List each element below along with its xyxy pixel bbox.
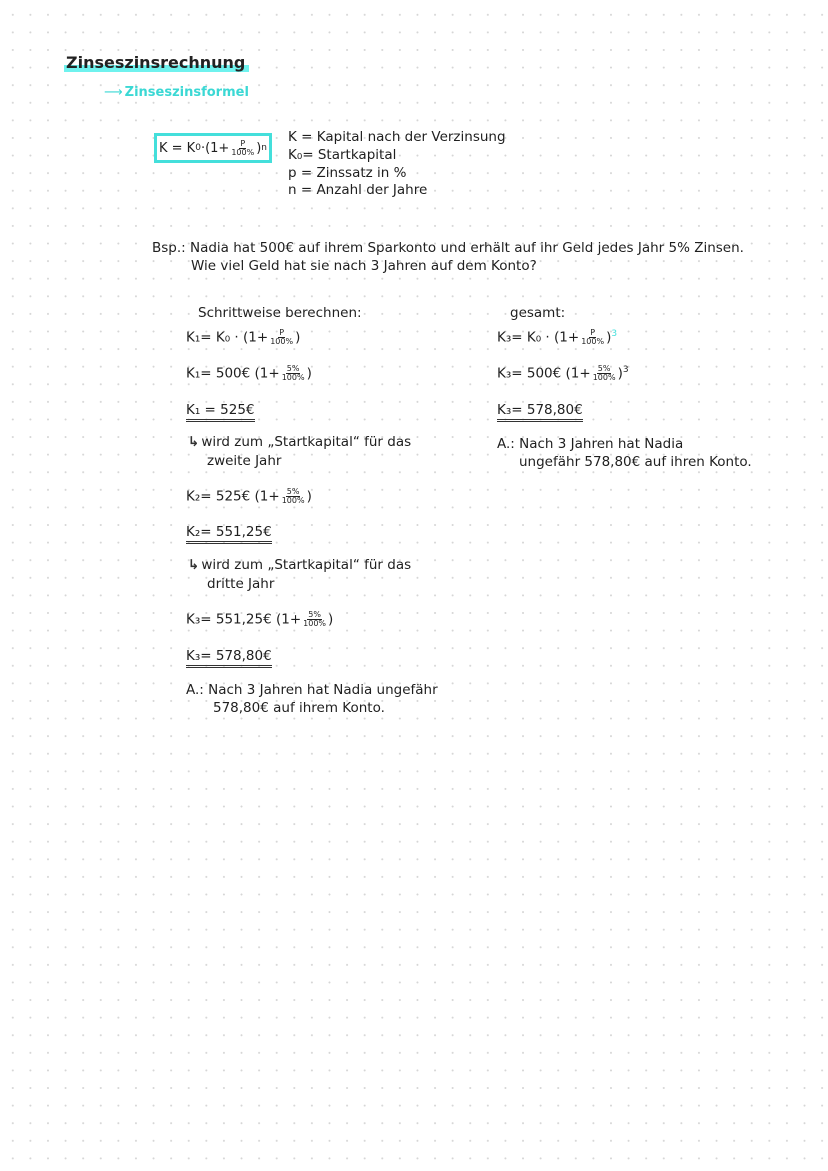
note-2 <box>188 557 411 573</box>
result-k1: K₁ = 525€ <box>186 402 255 422</box>
formula-step-4 <box>186 611 333 628</box>
formula-pre: K₃= K₀ · (1+ <box>497 329 580 346</box>
formula-fraction <box>302 611 327 628</box>
answer-left-1: A.: Nach 3 Jahren hat Nadia ungefähr <box>186 682 438 698</box>
note-1-cont: zweite Jahr <box>207 453 282 469</box>
turn-arrow-icon: ↳ <box>188 434 200 450</box>
formula-sub: 0 <box>195 143 201 153</box>
formula-close: ) <box>256 140 262 156</box>
note-text: wird zum „Startkapital“ für das <box>201 557 412 573</box>
example-line-2: Wie viel Geld hat sie nach 3 Jahren auf dem Konto? <box>191 258 537 274</box>
formula-num: P <box>240 138 246 148</box>
subtitle <box>104 85 249 100</box>
formula-total-2 <box>497 365 629 382</box>
formula-exp: n <box>261 143 267 153</box>
example-line-1: Bsp.: Nadia hat 500€ auf ihrem Sparkonto und erhält auf ihr Geld jedes Jahr 5% Zinsen. <box>152 240 744 256</box>
formula-num: 5% <box>286 487 300 496</box>
result-total: K₃= 578,80€ <box>497 402 583 422</box>
formula-pre: K₁= 500€ (1+ <box>186 365 280 382</box>
formula-num: P <box>590 328 596 337</box>
turn-arrow-icon: ↳ <box>188 557 200 573</box>
page-title: Zinseszinsrechnung <box>64 52 249 72</box>
legend-line: n = Anzahl der Jahre <box>288 182 428 198</box>
formula-post: ) <box>306 488 312 505</box>
formula-den: 100% <box>270 337 294 346</box>
formula-den: 100% <box>231 147 255 157</box>
note-2-cont: dritte Jahr <box>207 576 275 592</box>
formula-total-1 <box>497 329 617 346</box>
answer-left-2: 578,80€ auf ihrem Konto. <box>213 700 385 716</box>
formula-fraction <box>269 329 294 346</box>
formula-den: 100% <box>281 496 305 505</box>
formula-post: ) <box>606 329 612 346</box>
note-1 <box>188 434 411 450</box>
formula-den: 100% <box>303 619 327 628</box>
formula-dot: · <box>200 140 206 156</box>
formula-pre: K₁= K₀ · (1+ <box>186 329 269 346</box>
formula-num: 5% <box>597 364 611 373</box>
formula-box <box>154 133 272 163</box>
note-text: wird zum „Startkapital“ für das <box>201 434 412 450</box>
formula-step-1 <box>186 329 300 346</box>
formula-pre: K₃= 500€ (1+ <box>497 365 591 382</box>
subtitle-text: Zinseszinsformel <box>124 85 249 100</box>
legend-line: K₀= Startkapital <box>288 147 397 163</box>
formula-num: 5% <box>308 610 321 619</box>
formula-step-2 <box>186 365 312 382</box>
formula-fraction <box>281 488 306 505</box>
formula-fraction <box>592 365 617 382</box>
formula-num: 5% <box>286 364 300 373</box>
formula-post: ) <box>295 329 301 346</box>
right-heading: gesamt: <box>510 305 566 321</box>
formula-fraction <box>580 329 605 346</box>
result-k3: K₃= 578,80€ <box>186 648 272 668</box>
formula-exp: 3 <box>611 329 618 339</box>
formula-den: 100% <box>281 373 305 382</box>
legend-line: K = Kapital nach der Verzinsung <box>288 129 506 145</box>
result-k2: K₂= 551,25€ <box>186 524 272 544</box>
formula-fraction <box>281 365 306 382</box>
left-heading: Schrittweise berechnen: <box>198 305 362 321</box>
formula-den: 100% <box>581 337 605 346</box>
legend-line: p = Zinssatz in % <box>288 165 407 181</box>
formula-lhs: K = K <box>158 140 196 156</box>
long-arrow-right-icon: ⟶ <box>104 85 123 100</box>
answer-right-1: A.: Nach 3 Jahren hat Nadia <box>497 436 684 452</box>
formula-den: 100% <box>592 373 616 382</box>
formula-open: (1+ <box>205 140 230 156</box>
formula-post: ) <box>617 365 623 382</box>
formula-pre: K₃= 551,25€ (1+ <box>186 611 302 628</box>
formula-step-3 <box>186 488 312 505</box>
formula-exp: 3 <box>622 365 629 375</box>
formula-pre: K₂= 525€ (1+ <box>186 488 280 505</box>
answer-right-2: ungefähr 578,80€ auf ihren Konto. <box>519 454 752 470</box>
formula-num: P <box>279 328 285 337</box>
formula-post: ) <box>306 365 312 382</box>
formula-post: ) <box>328 611 334 628</box>
formula-fraction <box>230 140 255 157</box>
